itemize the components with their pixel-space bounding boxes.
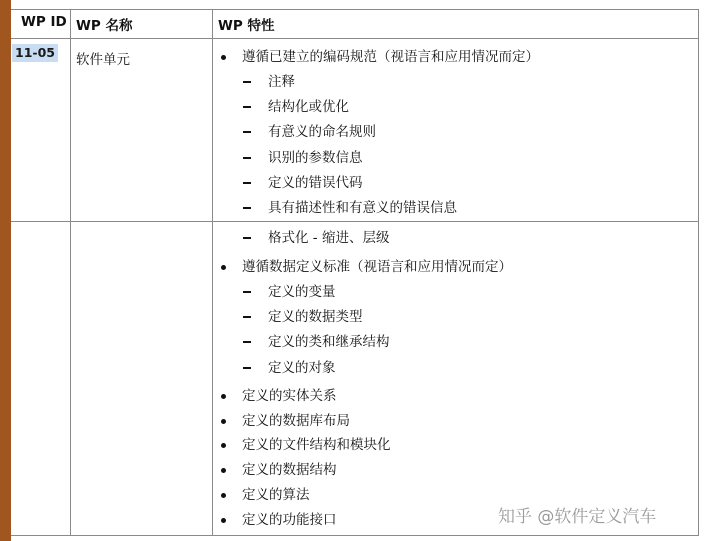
- wp-name-value: 软件单元: [76, 52, 130, 68]
- table-bottom-border: [11, 535, 699, 536]
- dash-icon: [243, 207, 251, 209]
- bullet-icon: [221, 55, 226, 60]
- header-divider: [11, 38, 699, 39]
- list-item: 结构化或优化: [268, 99, 349, 115]
- list-item: 遵循已建立的编码规范（视语言和应用情况而定）: [242, 49, 539, 65]
- dash-icon: [243, 291, 251, 293]
- list-item: 定义的数据结构: [242, 462, 337, 478]
- row-divider: [11, 221, 699, 222]
- list-item: 注释: [268, 74, 295, 90]
- col-divider-1: [70, 9, 71, 536]
- list-item: 具有描述性和有意义的错误信息: [268, 200, 457, 216]
- wp-id-value: 11-05: [12, 44, 58, 62]
- header-wp-features: WP 特性: [218, 18, 275, 34]
- dash-icon: [243, 237, 251, 239]
- bullet-icon: [221, 493, 226, 498]
- list-item: 定义的对象: [268, 360, 336, 376]
- bullet-icon: [221, 265, 226, 270]
- dash-icon: [243, 316, 251, 318]
- list-item: 定义的类和继承结构: [268, 334, 390, 350]
- dash-icon: [243, 341, 251, 343]
- bullet-icon: [221, 394, 226, 399]
- list-item: 定义的数据类型: [268, 309, 363, 325]
- dash-icon: [243, 81, 251, 83]
- list-item: 识别的参数信息: [268, 150, 363, 166]
- dash-icon: [243, 131, 251, 133]
- bullet-icon: [221, 443, 226, 448]
- list-item: 定义的错误代码: [268, 175, 363, 191]
- col-divider-2: [212, 9, 213, 536]
- header-wp-id: WP ID: [21, 14, 67, 30]
- bullet-icon: [221, 468, 226, 473]
- bullet-icon: [221, 419, 226, 424]
- list-item: 遵循数据定义标准（视语言和应用情况而定）: [242, 259, 512, 275]
- list-item: 格式化 - 缩进、层级: [268, 230, 390, 246]
- dash-icon: [243, 106, 251, 108]
- list-item: 定义的算法: [242, 487, 310, 503]
- table-top-border: [11, 9, 699, 10]
- list-item: 定义的文件结构和模块化: [242, 437, 391, 453]
- list-item: 定义的变量: [268, 284, 336, 300]
- list-item: 定义的功能接口: [242, 512, 337, 528]
- left-accent-bar: [0, 0, 11, 541]
- list-item: 定义的数据库布局: [242, 413, 350, 429]
- header-wp-name: WP 名称: [76, 18, 133, 34]
- table-right-border: [698, 9, 699, 536]
- bullet-icon: [221, 518, 226, 523]
- list-item: 定义的实体关系: [242, 388, 337, 404]
- dash-icon: [243, 367, 251, 369]
- dash-icon: [243, 157, 251, 159]
- dash-icon: [243, 182, 251, 184]
- watermark: 知乎 @软件定义汽车: [498, 507, 657, 527]
- list-item: 有意义的命名规则: [268, 124, 376, 140]
